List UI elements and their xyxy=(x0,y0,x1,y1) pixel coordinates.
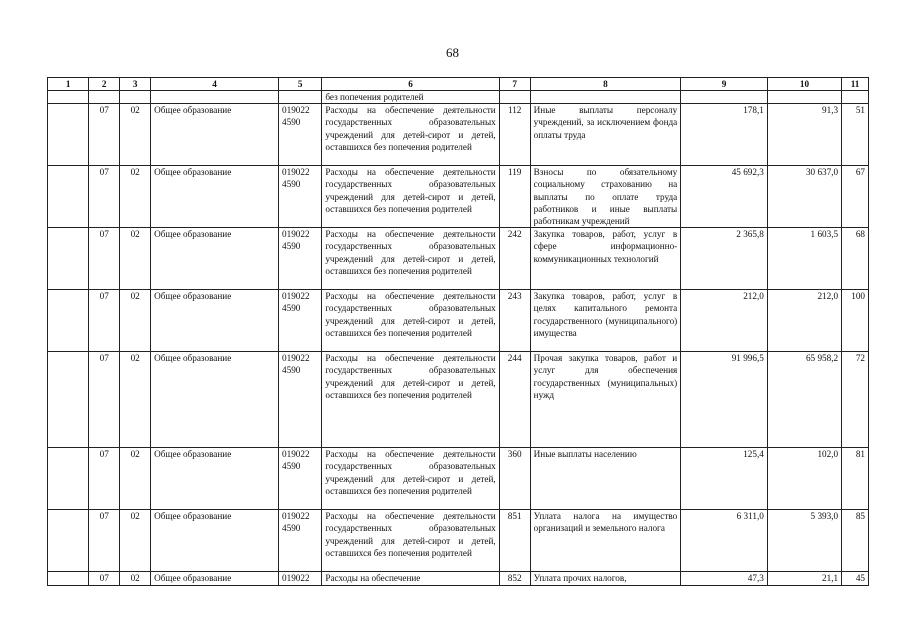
execution-percent-cell: 45 xyxy=(842,572,869,586)
subsection-code-cell: 02 xyxy=(120,510,151,572)
expense-type-name-cell: Уплата прочих налогов, xyxy=(530,572,681,586)
section-code-cell: 07 xyxy=(89,510,120,572)
row-number-cell xyxy=(48,572,89,586)
subsection-code-cell: 02 xyxy=(120,352,151,448)
execution-percent-cell: 67 xyxy=(842,166,869,228)
table-row xyxy=(48,166,869,228)
table-row xyxy=(48,510,869,572)
executed-amount-cell: 1 603,5 xyxy=(767,228,841,290)
expense-type-code-cell: 244 xyxy=(499,352,530,448)
execution-percent-cell: 72 xyxy=(842,352,869,448)
table-row xyxy=(48,104,869,166)
column-header: 1 xyxy=(48,78,89,91)
budget-table xyxy=(47,77,869,586)
expense-type-code-cell: 851 xyxy=(499,510,530,572)
section-name-cell: Общее образование xyxy=(151,572,279,586)
expense-type-name-cell: Иные выплаты персоналу учреждений, за исключением фонда оплаты труда xyxy=(530,104,681,166)
continuation-text: без попечения родителей xyxy=(322,91,499,104)
table-row xyxy=(48,228,869,290)
target-item-code-cell: 019022 4590 xyxy=(279,104,322,166)
subsection-code-cell: 02 xyxy=(120,228,151,290)
target-item-name-cell: Расходы на обеспечение деятельности государственных образовательных учреждений для детей-сирот и детей, оставшихся без попечения родителей xyxy=(322,290,499,352)
column-header: 6 xyxy=(322,78,499,91)
column-header: 8 xyxy=(530,78,681,91)
target-item-code-cell: 019022 4590 xyxy=(279,352,322,448)
target-item-code-cell: 019022 4590 xyxy=(279,290,322,352)
expense-type-name-cell: Взносы по обязательному социальному страхованию на выплаты по оплате труда работников и иные выплаты работникам учреждений xyxy=(530,166,681,228)
expense-type-code-cell: 112 xyxy=(499,104,530,166)
execution-percent-cell: 85 xyxy=(842,510,869,572)
executed-amount-cell: 102,0 xyxy=(767,448,841,510)
table-row xyxy=(48,572,869,586)
executed-amount-cell: 30 637,0 xyxy=(767,166,841,228)
planned-amount-cell: 6 311,0 xyxy=(681,510,768,572)
section-name-cell: Общее образование xyxy=(151,228,279,290)
execution-percent-cell: 81 xyxy=(842,448,869,510)
table-row xyxy=(48,448,869,510)
planned-amount-cell: 47,3 xyxy=(681,572,768,586)
target-item-code-cell: 019022 4590 xyxy=(279,448,322,510)
section-code-cell: 07 xyxy=(89,104,120,166)
expense-type-code-cell: 243 xyxy=(499,290,530,352)
execution-percent-cell: 68 xyxy=(842,228,869,290)
section-code-cell: 07 xyxy=(89,166,120,228)
execution-percent-cell: 100 xyxy=(842,290,869,352)
executed-amount-cell: 91,3 xyxy=(767,104,841,166)
expense-type-code-cell: 119 xyxy=(499,166,530,228)
section-code-cell: 07 xyxy=(89,352,120,448)
continuation-row xyxy=(48,91,869,104)
expense-type-code-cell: 360 xyxy=(499,448,530,510)
section-name-cell: Общее образование xyxy=(151,104,279,166)
section-name-cell: Общее образование xyxy=(151,290,279,352)
planned-amount-cell: 45 692,3 xyxy=(681,166,768,228)
expense-type-name-cell: Иные выплаты населению xyxy=(530,448,681,510)
target-item-name-cell: Расходы на обеспечение деятельности государственных образовательных учреждений для детей-сирот и детей, оставшихся без попечения родителей xyxy=(322,166,499,228)
planned-amount-cell: 2 365,8 xyxy=(681,228,768,290)
section-name-cell: Общее образование xyxy=(151,352,279,448)
expense-type-name-cell: Закупка товаров, работ, услуг в сфере информационно-коммуникационных технологий xyxy=(530,228,681,290)
column-header: 2 xyxy=(89,78,120,91)
row-number-cell xyxy=(48,166,89,228)
column-header: 7 xyxy=(499,78,530,91)
target-item-name-cell: Расходы на обеспечение деятельности государственных образовательных учреждений для детей-сирот и детей, оставшихся без попечения родителей xyxy=(322,510,499,572)
section-name-cell: Общее образование xyxy=(151,510,279,572)
executed-amount-cell: 65 958,2 xyxy=(767,352,841,448)
page-number: 68 xyxy=(446,45,459,60)
planned-amount-cell: 91 996,5 xyxy=(681,352,768,448)
column-header: 9 xyxy=(681,78,768,91)
section-code-cell: 07 xyxy=(89,290,120,352)
target-item-name-cell: Расходы на обеспечение деятельности государственных образовательных учреждений для детей-сирот и детей, оставшихся без попечения родителей xyxy=(322,104,499,166)
subsection-code-cell: 02 xyxy=(120,572,151,586)
subsection-code-cell: 02 xyxy=(120,166,151,228)
target-item-code-cell: 019022 4590 xyxy=(279,228,322,290)
row-number-cell xyxy=(48,228,89,290)
target-item-name-cell: Расходы на обеспечение деятельности государственных образовательных учреждений для детей-сирот и детей, оставшихся без попечения родителей xyxy=(322,352,499,448)
expense-type-name-cell: Прочая закупка товаров, работ и услуг для обеспечения государственных (муниципальных) нужд xyxy=(530,352,681,448)
target-item-name-cell: Расходы на обеспечение xyxy=(322,572,499,586)
column-header: 5 xyxy=(279,78,322,91)
row-number-cell xyxy=(48,104,89,166)
row-number-cell xyxy=(48,510,89,572)
subsection-code-cell: 02 xyxy=(120,290,151,352)
table-row xyxy=(48,290,869,352)
section-code-cell: 07 xyxy=(89,448,120,510)
section-name-cell: Общее образование xyxy=(151,448,279,510)
target-item-code-cell: 019022 xyxy=(279,572,322,586)
executed-amount-cell: 212,0 xyxy=(767,290,841,352)
column-header: 11 xyxy=(842,78,869,91)
expense-type-name-cell: Уплата налога на имущество организаций и земельного налога xyxy=(530,510,681,572)
subsection-code-cell: 02 xyxy=(120,104,151,166)
row-number-cell xyxy=(48,352,89,448)
section-code-cell: 07 xyxy=(89,572,120,586)
expense-type-name-cell: Закупка товаров, работ, услуг в целях капитального ремонта государственного (муниципального) имущества xyxy=(530,290,681,352)
target-item-code-cell: 019022 4590 xyxy=(279,166,322,228)
planned-amount-cell: 178,1 xyxy=(681,104,768,166)
target-item-name-cell: Расходы на обеспечение деятельности государственных образовательных учреждений для детей-сирот и детей, оставшихся без попечения родителей xyxy=(322,448,499,510)
target-item-code-cell: 019022 4590 xyxy=(279,510,322,572)
row-number-cell xyxy=(48,290,89,352)
row-number-cell xyxy=(48,448,89,510)
column-header: 3 xyxy=(120,78,151,91)
section-code-cell: 07 xyxy=(89,228,120,290)
target-item-name-cell: Расходы на обеспечение деятельности государственных образовательных учреждений для детей-сирот и детей, оставшихся без попечения родителей xyxy=(322,228,499,290)
column-header: 4 xyxy=(151,78,279,91)
expense-type-code-cell: 242 xyxy=(499,228,530,290)
subsection-code-cell: 02 xyxy=(120,448,151,510)
execution-percent-cell: 51 xyxy=(842,104,869,166)
planned-amount-cell: 212,0 xyxy=(681,290,768,352)
executed-amount-cell: 5 393,0 xyxy=(767,510,841,572)
section-name-cell: Общее образование xyxy=(151,166,279,228)
executed-amount-cell: 21,1 xyxy=(767,572,841,586)
table-row xyxy=(48,352,869,448)
planned-amount-cell: 125,4 xyxy=(681,448,768,510)
expense-type-code-cell: 852 xyxy=(499,572,530,586)
table-header-row xyxy=(48,78,869,91)
column-header: 10 xyxy=(767,78,841,91)
